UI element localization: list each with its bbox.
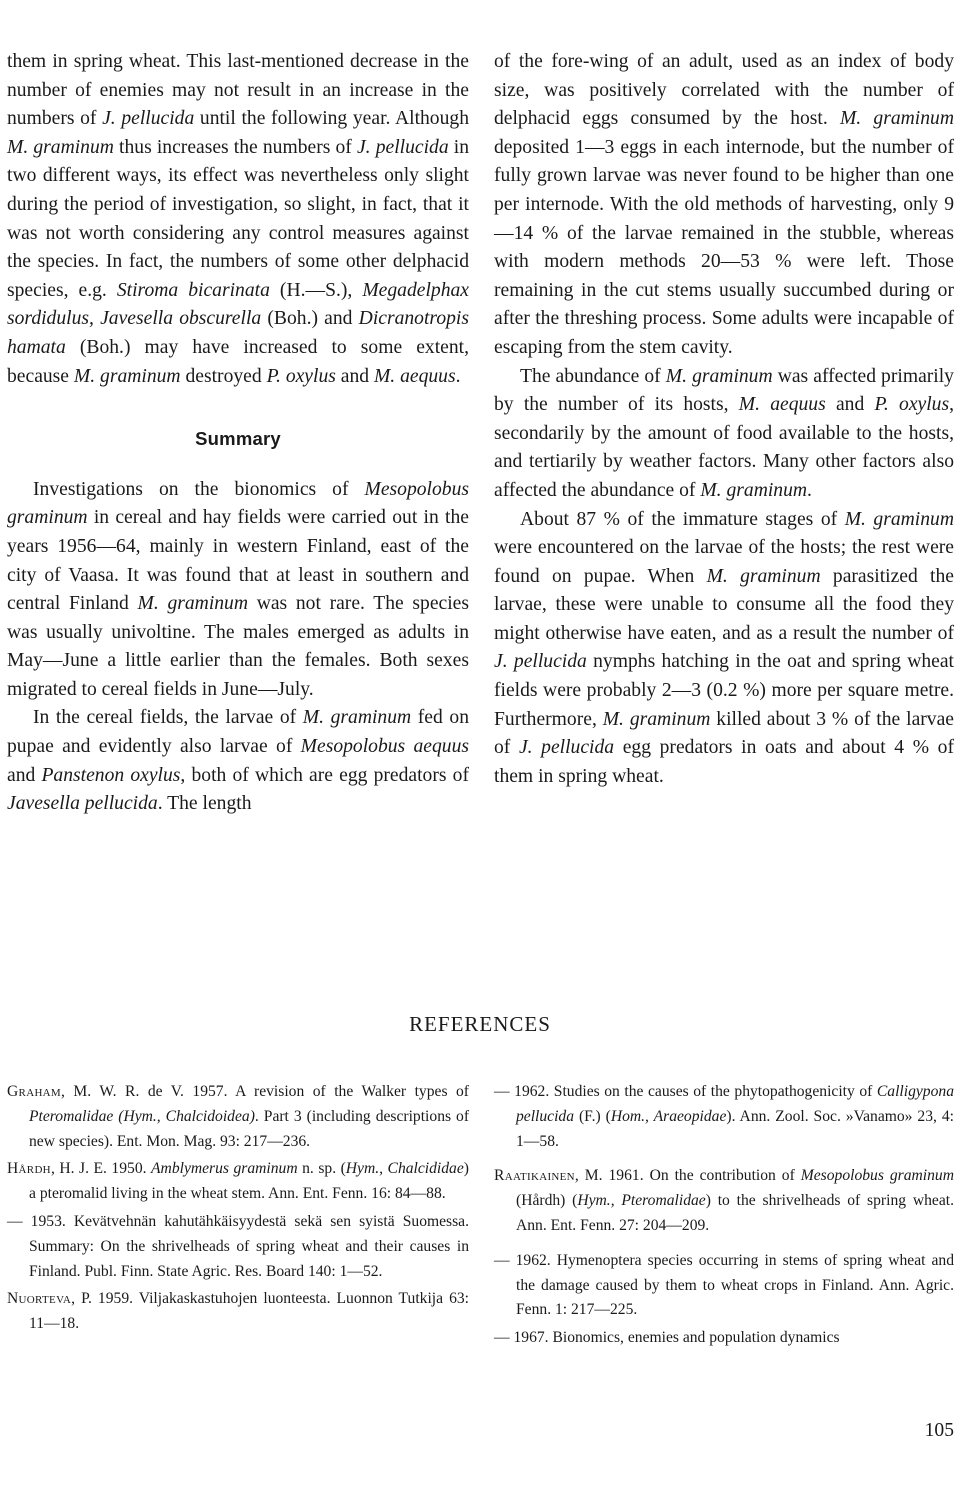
taxon-name: Mesopolobus graminum — [800, 1167, 954, 1185]
text-run: was affected primarily by the number of its hosts, — [494, 365, 954, 416]
reference-entry — [494, 1326, 954, 1351]
reference-entry — [494, 1164, 954, 1238]
paragraph-continuation — [7, 48, 469, 391]
text-run: (Boh.) and — [261, 308, 359, 330]
summary-paragraph-3 — [494, 363, 954, 506]
text-run: (F.) ( — [574, 1107, 611, 1125]
species-name: M. graminum — [665, 365, 773, 387]
species-name: Mesopolobus aequus — [300, 736, 469, 758]
left-text-column — [7, 48, 469, 819]
text-run: until the following year. Although — [194, 108, 469, 130]
summary-heading: Summary — [195, 428, 281, 450]
species-name: M. graminum — [839, 108, 954, 130]
species-name: M. graminum — [302, 707, 412, 729]
species-name: Panstenon oxylus — [41, 764, 181, 786]
text-run: n. sp. ( — [297, 1160, 346, 1178]
taxon-name: Hym., Pteromalidae — [577, 1192, 706, 1210]
species-name: Dicranotropis hamata — [7, 308, 469, 358]
species-name: J. pellucida — [494, 651, 587, 673]
taxon-name: Amblymerus graminum — [151, 1160, 298, 1178]
text-run: in cereal and hay fields were carried out in the years 1956—64, mainly in western Finland, east of the city of Vaasa. It was found that at least in southern and central Finland — [7, 507, 469, 615]
reference-entry — [494, 1080, 954, 1154]
reference-entry — [7, 1080, 469, 1154]
right-text-column — [494, 48, 954, 791]
species-name: M. aequus — [738, 394, 826, 416]
text-run: ). Ann. Zool. Soc. »Vanamo» 23, 4: 1—58. — [516, 1107, 954, 1150]
species-name: P. oxylus — [874, 394, 950, 416]
text-run: fed on pupae and evidently also larvae of — [7, 707, 469, 758]
species-name: M. graminum — [7, 136, 114, 158]
text-run: and — [335, 365, 374, 387]
species-name: M. graminum — [602, 708, 711, 730]
taxon-name: Hom., Araeopidae — [610, 1107, 727, 1125]
text-run: in two different ways, its effect was nevertheless only slight during the period of investigation, so slight, in fact, that it was not worth considering any control measures against the species. In fact, the numbers of some other delphacid species, e.g. — [7, 136, 470, 301]
text-run: The abundance of — [520, 365, 666, 387]
references-heading: REFERENCES — [409, 1012, 551, 1036]
text-run: deposited 1—3 eggs in each internode, but the number of fully grown larvae was never found to be higher than one per internode. With the old methods of harvesting, only 9—14 % of the larvae remained in the stubble, whereas with modern methods 20—53 % were left. Those remaining in the cut stems usually succumbed during or after the threshing process. Some adults were incapable of escaping from the stem cavity. — [494, 136, 954, 358]
text-run: . Part 3 (including descriptions of new species). Ent. Mon. Mag. 93: 217—236. — [29, 1107, 470, 1150]
text-run: . The length — [157, 793, 252, 815]
text-run: In the cereal fields, the larvae of — [33, 707, 303, 729]
species-name: Javesella pellucida — [7, 793, 158, 815]
text-run: was not rare. The species was usually univoltine. The males emerged as adults in May—June a little earlier than the females. Both sexes migrated to cereal fields in June—July. — [7, 593, 469, 700]
reference-entry — [7, 1210, 469, 1284]
species-name: Stiroma bicarinata — [116, 279, 270, 301]
text-run: destroyed — [180, 365, 267, 387]
species-name: J. pellucida — [356, 136, 449, 158]
text-run: , M. W. R. de V. 1957. A revision of the Walker types of — [61, 1083, 469, 1100]
text-run: , H. J. E. 1950. — [50, 1160, 152, 1178]
species-name: P. oxylus — [266, 365, 336, 387]
text-run: them in spring wheat. This last-mentioned decrease in the number of enemies may not result in an increase in the numbers of — [7, 51, 469, 130]
summary-paragraph-4 — [494, 506, 954, 792]
species-name: Megadelphax sordidulus, Javesella obscurella — [7, 279, 469, 330]
text-run: egg predators in oats and about 4 % of them in spring wheat. — [494, 737, 954, 787]
references-left-column — [7, 1080, 469, 1340]
text-run: killed about 3 % of the larvae of — [494, 708, 954, 759]
text-run: — 1953. Kevätvehnän kahutähkäisyydestä sekä sen syistä Suomessa. Summary: On the shrivelheads of spring wheat and their causes in Finland. Publ. Finn. State Agric. Res. Board 140: 1—52. — [7, 1212, 469, 1280]
text-run: — 1967. Bionomics, enemies and population dynamics — [494, 1329, 840, 1347]
text-run: ) a pteromalid living in the wheat stem. Ann. Ent. Fenn. 16: 84—88. — [29, 1160, 469, 1203]
summary-paragraph-2 — [7, 704, 469, 818]
taxon-name: Pteromalidae (Hym., Chalcidoidea) — [29, 1107, 255, 1125]
summary-paragraph-1 — [7, 476, 469, 705]
species-name: J. pellucida — [102, 108, 195, 130]
species-name: M. graminum — [700, 479, 808, 501]
species-name: M. graminum — [137, 593, 249, 615]
text-run: , both of which are egg predators of — [180, 764, 469, 786]
text-run: thus increases the numbers of — [113, 136, 357, 158]
species-name: M. graminum — [706, 565, 821, 587]
taxon-name: Hym., Chalcididae — [345, 1160, 464, 1178]
text-run: . — [455, 365, 461, 387]
species-name: M. graminum — [73, 365, 181, 387]
author-name: Raatikainen — [494, 1167, 575, 1185]
taxon-name: Calligypona pellucida — [516, 1083, 954, 1125]
author-name: Graham — [7, 1083, 62, 1100]
text-run: (H.—S.), — [269, 279, 363, 301]
text-run: — 1962. Studies on the causes of the phytopathogenicity of — [494, 1083, 877, 1100]
text-run: . — [807, 479, 812, 501]
reference-entry — [7, 1157, 469, 1207]
summary-paragraph-continuation — [494, 48, 954, 363]
text-run: — 1962. Hymenoptera species occurring in stems of spring wheat and the damage caused by them to wheat crops in Finland. Ann. Agric. Fenn. 1: 217—225. — [494, 1251, 954, 1319]
text-run: of the fore-wing of an adult, used as an index of body size, was positively correlated with the number of delphacid eggs consumed by the host. — [494, 51, 954, 130]
text-run: , M. 1961. On the contribution of — [574, 1167, 801, 1185]
species-name: J. pellucida — [518, 737, 615, 759]
text-run: Investigations on the bionomics of — [33, 478, 365, 500]
references-right-column — [494, 1080, 954, 1354]
author-name: Nuorteva — [7, 1290, 72, 1308]
text-run: and — [7, 764, 42, 786]
species-name: Mesopolobus graminum — [7, 478, 469, 529]
species-name: M. graminum — [844, 508, 954, 530]
text-run: ) to the shrivelheads of spring wheat. Ann. Ent. Fenn. 27: 204—209. — [516, 1192, 954, 1234]
text-run: (Hårdh) ( — [516, 1192, 578, 1210]
reference-entry — [7, 1287, 469, 1337]
species-name: M. aequus — [373, 365, 456, 387]
author-name: Hårdh — [7, 1160, 51, 1178]
text-run: , P. 1959. Viljakaskastuhojen luonteesta. Luonnon Tutkija 63: 11—18. — [29, 1290, 469, 1333]
text-run: About 87 % of the immature stages of — [520, 508, 845, 530]
text-run: and — [825, 394, 875, 416]
text-run: parasitized the larvae, these were unable to consume all the food they might otherwise have eaten, and as a result the number of — [494, 565, 954, 644]
text-run: , secondarily by the amount of food available to the hosts, and tertiarily by weather factors. Many other factors also affected the abundance of — [494, 394, 955, 501]
text-run: nymphs hatching in the oat and spring wheat fields were probably 2—3 (0.2 %) more per square metre. Furthermore, — [494, 651, 955, 730]
text-run: were encountered on the larvae of the hosts; the rest were found on pupae. When — [494, 537, 954, 587]
text-run: (Boh.) may have increased to some extent, because — [7, 336, 469, 387]
reference-entry — [494, 1249, 954, 1323]
page-number: 105 — [924, 1420, 954, 1441]
